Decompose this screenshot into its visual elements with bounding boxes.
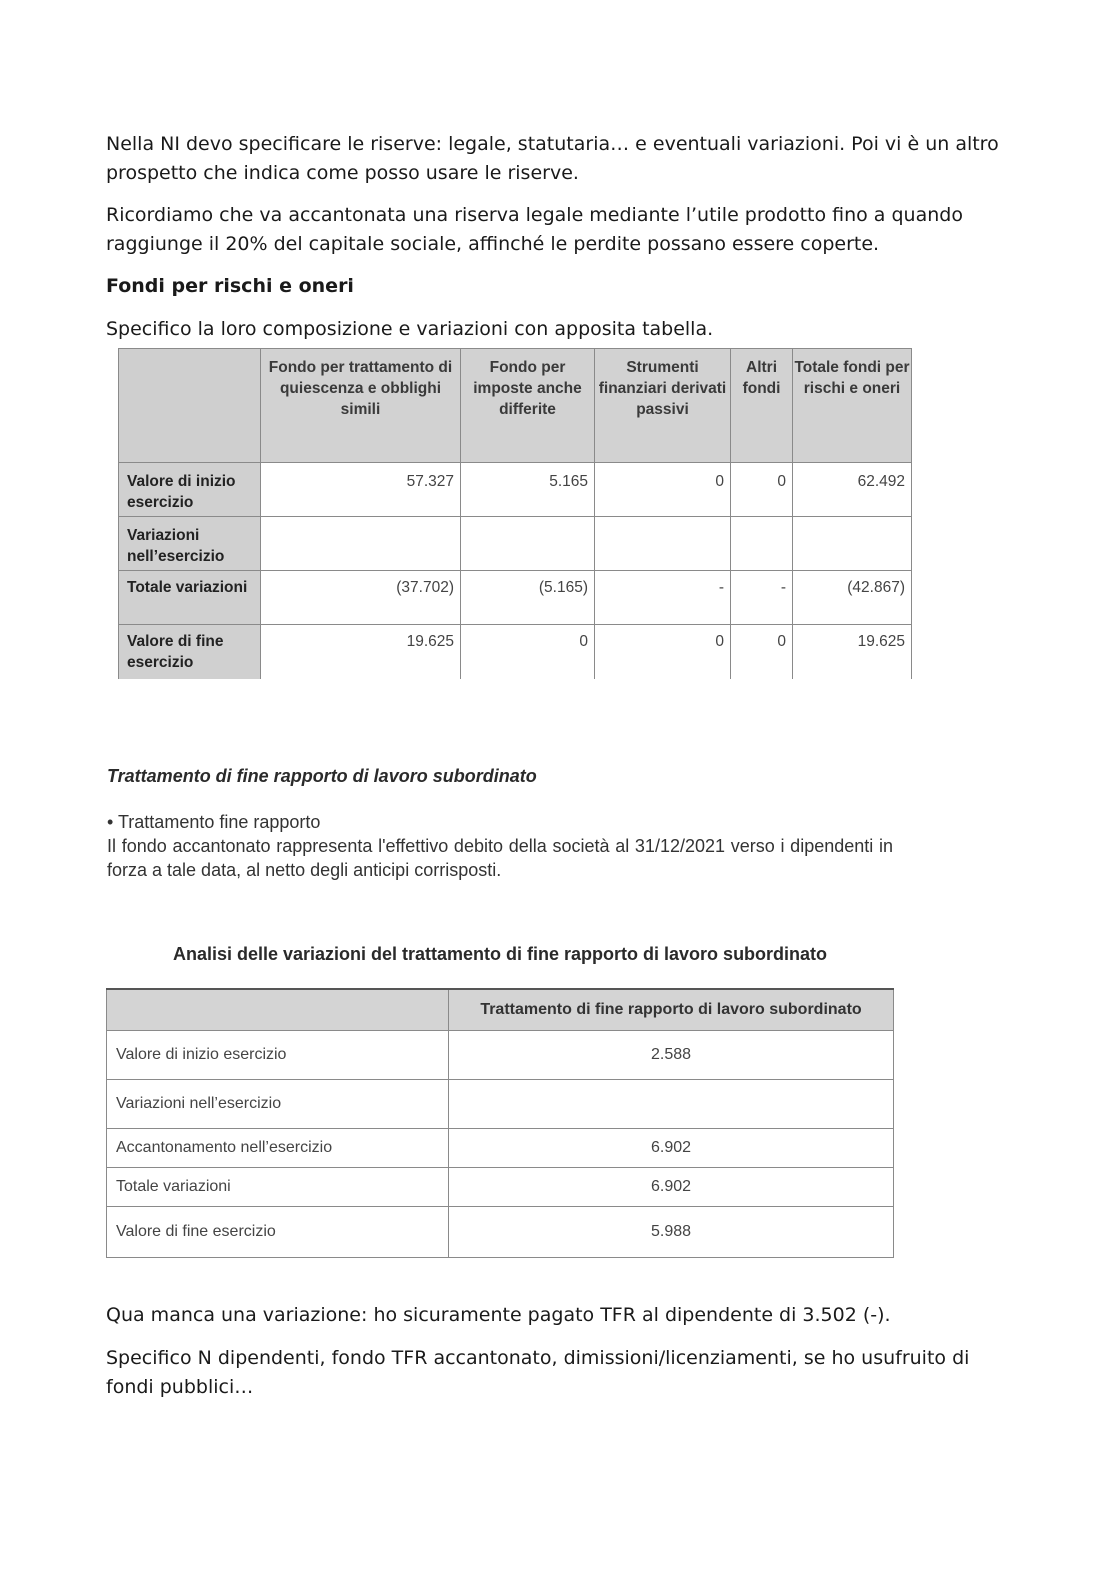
table-cell: 0 <box>595 625 731 679</box>
table-cell <box>449 1080 894 1129</box>
table-cell: 6.902 <box>449 1168 894 1207</box>
table-row <box>107 1080 894 1129</box>
row-label: Totale variazioni <box>119 571 261 625</box>
tfr-table-corner <box>107 989 449 1031</box>
row-label: Variazioni nell’esercizio <box>107 1080 449 1129</box>
outro-paragraph-1: Qua manca una variazione: ho sicuramente pagato TFR al dipendente di 3.502 (-). <box>106 1304 891 1326</box>
fondi-col-header: Fondo per trattamento di quiescenza e obblighi simili <box>261 349 461 463</box>
table-cell <box>261 517 461 571</box>
table-cell <box>731 517 793 571</box>
section-heading-fondi: Fondi per rischi e oneri <box>106 275 354 297</box>
outro-paragraph-2: Specifico N dipendenti, fondo TFR accantonato, dimissioni/licenziamenti, se ho usufruito di fondi pubblici… <box>106 1347 970 1398</box>
row-label: Totale variazioni <box>107 1168 449 1207</box>
row-label: Valore di fine esercizio <box>119 625 261 679</box>
tfr-table <box>106 988 894 1258</box>
fondi-col-header: Totale fondi per rischi e oneri <box>793 349 912 463</box>
tfr-col-header: Trattamento di fine rapporto di lavoro subordinato <box>449 989 894 1031</box>
table-cell <box>793 517 912 571</box>
table-cell: (37.702) <box>261 571 461 625</box>
fondi-col-header: Strumenti finanziari derivati passivi <box>595 349 731 463</box>
table-cell: 5.165 <box>461 463 595 517</box>
table-cell: - <box>731 571 793 625</box>
tfr-description: Il fondo accantonato rappresenta l'effettivo debito della società al 31/12/2021 verso i dipendenti in forza a tale data, al netto degli anticipi corrisposti. <box>107 836 893 880</box>
table-cell: - <box>595 571 731 625</box>
fondi-table <box>118 348 912 679</box>
table-cell <box>595 517 731 571</box>
table-cell: 19.625 <box>793 625 912 679</box>
section-text-fondi: Specifico la loro composizione e variazioni con apposita tabella. <box>106 318 714 340</box>
table-cell: 0 <box>461 625 595 679</box>
row-label: Accantonamento nell’esercizio <box>107 1129 449 1168</box>
table-cell <box>461 517 595 571</box>
table-cell: (42.867) <box>793 571 912 625</box>
table-cell: 2.588 <box>449 1031 894 1080</box>
table-row <box>119 517 912 571</box>
table-cell: 19.625 <box>261 625 461 679</box>
tfr-table-caption: Analisi delle variazioni del trattamento di fine rapporto di lavoro subordinato <box>172 944 828 964</box>
fondi-col-header: Fondo per imposte anche differite <box>461 349 595 463</box>
fondi-table-corner <box>119 349 261 463</box>
intro-paragraph-1: Nella NI devo specificare le riserve: legale, statutaria… e eventuali variazioni. Poi vi è un altro prospetto che indica come posso usare le riserve. <box>106 133 999 184</box>
table-cell: 0 <box>731 625 793 679</box>
table-cell: 62.492 <box>793 463 912 517</box>
tfr-section-title: Trattamento di fine rapporto di lavoro subordinato <box>107 766 537 786</box>
fondi-col-header: Altri fondi <box>731 349 793 463</box>
table-cell: 57.327 <box>261 463 461 517</box>
row-label: Variazioni nell’esercizio <box>119 517 261 571</box>
table-cell: 6.902 <box>449 1129 894 1168</box>
table-row <box>107 1207 894 1258</box>
table-row <box>107 1129 894 1168</box>
table-row <box>119 463 912 517</box>
tfr-bullet-item: • Trattamento fine rapporto <box>107 812 321 832</box>
table-row <box>119 571 912 625</box>
intro-paragraph-2: Ricordiamo che va accantonata una riserva legale mediante l’utile prodotto fino a quando raggiunge il 20% del capitale sociale, affinché le perdite possano essere coperte. <box>106 204 963 255</box>
row-label: Valore di inizio esercizio <box>107 1031 449 1080</box>
row-label: Valore di fine esercizio <box>107 1207 449 1258</box>
table-row <box>119 625 912 679</box>
table-cell: (5.165) <box>461 571 595 625</box>
row-label: Valore di inizio esercizio <box>119 463 261 517</box>
table-cell: 0 <box>731 463 793 517</box>
table-cell: 5.988 <box>449 1207 894 1258</box>
table-row <box>107 1031 894 1080</box>
table-row <box>107 1168 894 1207</box>
table-cell: 0 <box>595 463 731 517</box>
